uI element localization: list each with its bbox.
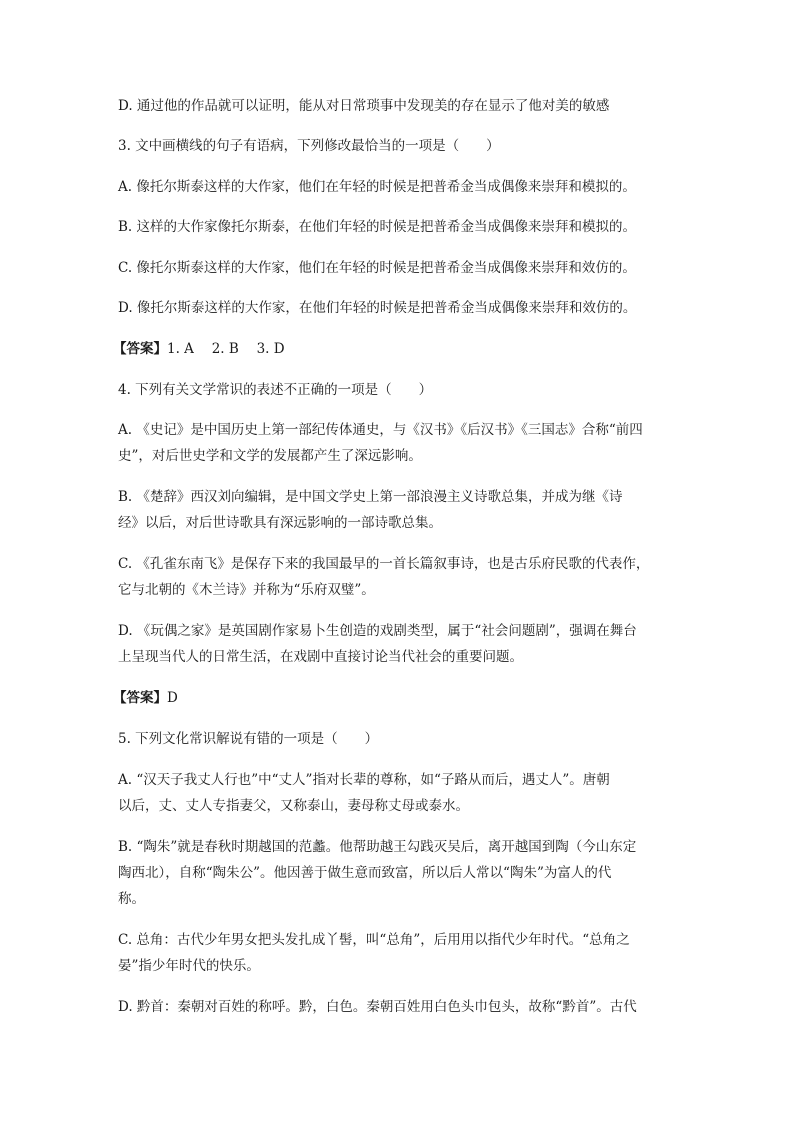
q4-option-c-line2: 它与北朝的《木兰诗》并称为“乐府双璧”。 [118,582,375,598]
answer-text: 1. A 2. B 3. D [167,341,285,357]
q4-option-b-line2: 经》以后，对后世诗歌具有深远影响的一部诗歌总集。 [118,515,442,531]
q3-option-c: C. 像托尔斯泰这样的大作家，他们在年轻的时候是把普希金当成偶像来崇拜和效仿的。 [118,260,636,276]
q5-stem: 5. 下列文化常识解说有错的一项是（ ） [118,731,379,747]
answer-tag: 【答案】 [113,690,167,706]
q2-option-d: D. 通过他的作品就可以证明，能从对日常琐事中发现美的存在显示了他对美的敏感 [118,98,610,114]
q4-option-d-line1: D. 《玩偶之家》是英国剧作家易卜生创造的戏剧类型，属于“社会问题剧”，强调在舞台 [118,623,637,639]
q5-option-d-line1: D. 黔首：秦朝对百姓的称呼。黔，白色。秦朝百姓用白色头巾包头，故称“黔首”。古代 [118,999,637,1015]
q4-option-b-line1: B. 《楚辞》西汉刘向编辑，是中国文学史上第一部浪漫主义诗歌总集，并成为继《诗 [118,489,623,505]
q3-option-b: B. 这样的大作家像托尔斯泰，在他们年轻的时候是把普希金当成偶像来崇拜和模拟的。 [118,219,637,235]
q5-option-c-line2: 晏”指少年时代的快乐。 [118,958,260,974]
q4-option-d-line2: 上呈现当代人的日常生活，在戏剧中直接讨论当代社会的重要问题。 [118,649,523,665]
q4-option-a-line2: 史”，对后世史学和文学的发展都产生了深远影响。 [118,448,422,464]
answer-tag: 【答案】 [113,341,167,357]
q5-option-a-line1: A. “汉天子我丈人行也”中“丈人”指对长辈的尊称，如“子路从而后，遇丈人”。唐朝 [118,772,610,788]
q5-option-b-line2: 陶西北），自称“陶朱公”。他因善于做生意而致富，所以后人常以“陶朱”为富人的代 [118,865,612,881]
answer-1-3 [113,339,673,359]
q3-option-a: A. 像托尔斯泰这样的大作家，他们在年轻的时候是把普希金当成偶像来崇拜和模拟的。 [118,179,636,195]
q5-option-a-line2: 以后，丈、丈人专指妻父，又称泰山，妻母称丈母或泰水。 [118,798,469,814]
q5-option-b-line3: 称。 [118,891,145,907]
answer-text: D [167,690,178,706]
q4-option-c-line1: C. 《孔雀东南飞》是保存下来的我国最早的一首长篇叙事诗，也是古乐府民歌的代表作， [118,556,650,572]
q3-option-d: D. 像托尔斯泰这样的大作家，在他们年轻的时候是把普希金当成偶像来崇拜和效仿的。 [118,300,637,316]
q5-option-b-line1: B. “陶朱”就是春秋时期越国的范蠡。他帮助越王勾践灭吴后，离开越国到陶（今山东定 [118,839,637,855]
q4-option-a-line1: A. 《史记》是中国历史上第一部纪传体通史，与《汉书》《后汉书》《三国志》合称“前四 [118,422,643,438]
answer-4 [113,688,673,708]
q4-stem: 4. 下列有关文学常识的表述不正确的一项是（ ） [118,382,433,398]
q5-option-c-line1: C. 总角：古代少年男女把头发扎成丫髻，叫“总角”，后用用以指代少年时代。“总角之 [118,932,630,948]
q3-stem: 3. 文中画横线的句子有语病，下列修改最恰当的一项是（ ） [118,138,500,154]
